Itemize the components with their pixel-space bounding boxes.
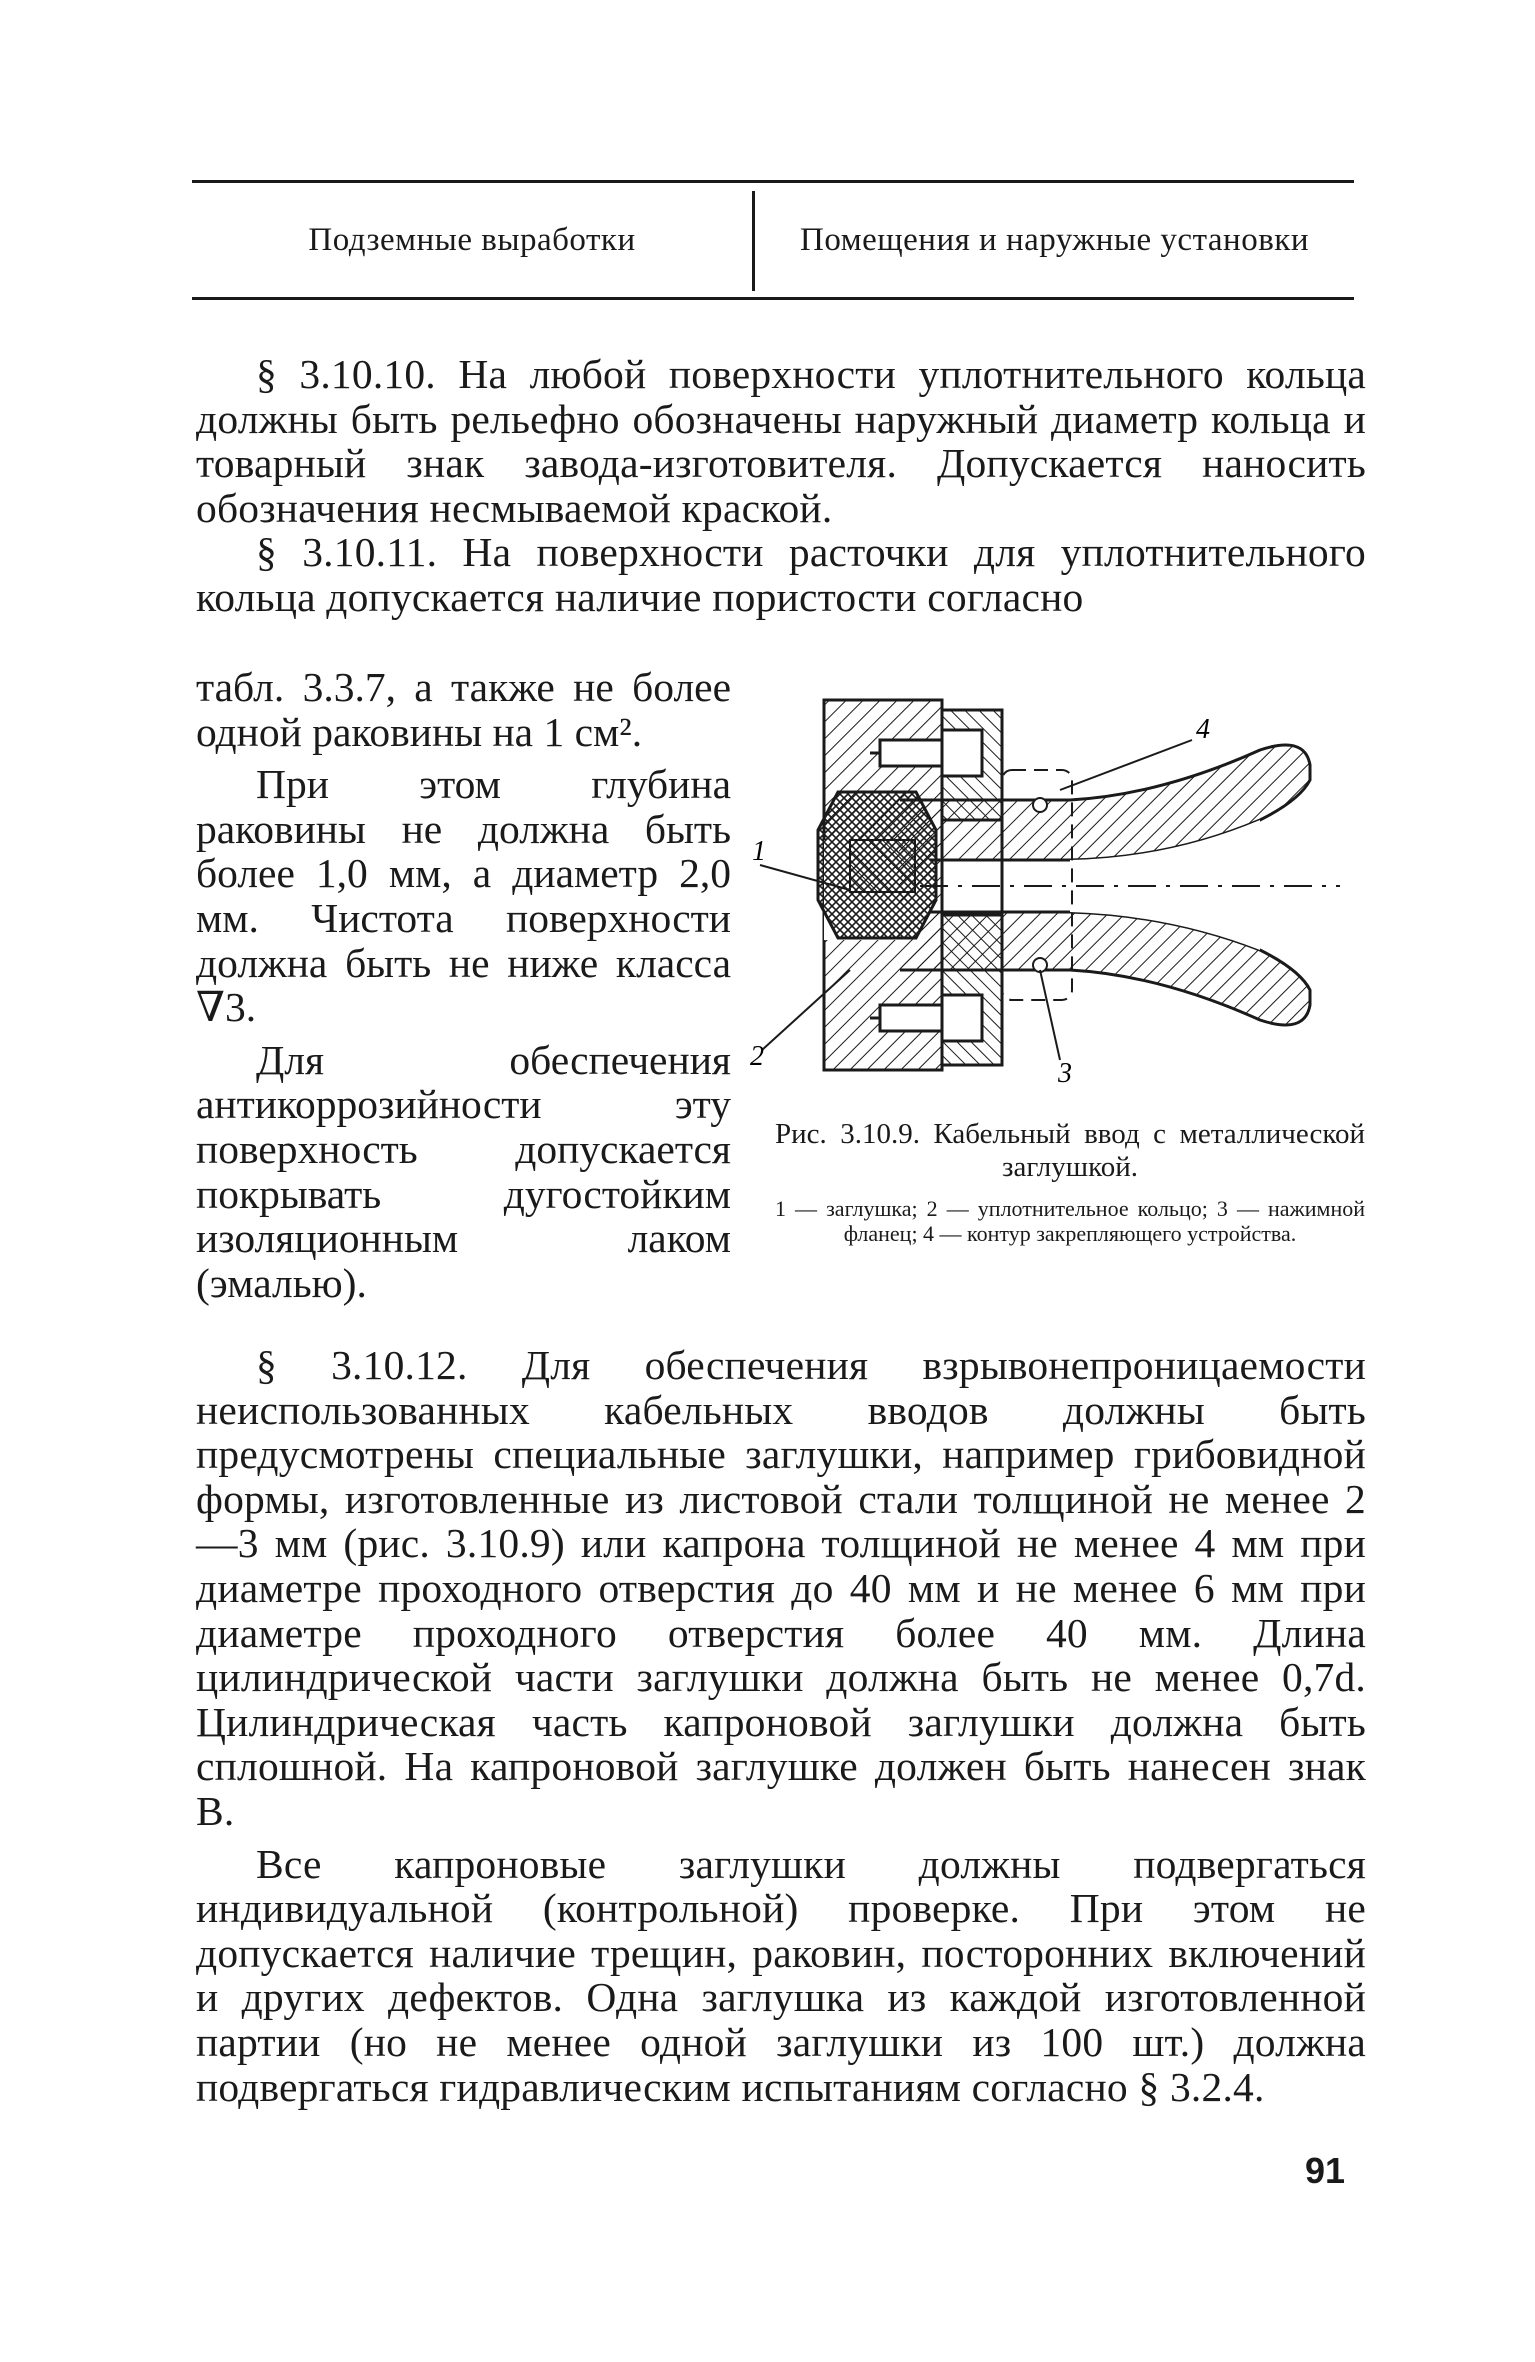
text-block-bottom bbox=[196, 1343, 1366, 2109]
figure-caption-title: Рис. 3.10.9. Кабельный ввод с металлической заглушкой. bbox=[775, 1118, 1365, 1183]
header-underground: Подземные выработки bbox=[308, 221, 636, 258]
label-3: 3 bbox=[1058, 1058, 1072, 1089]
label-2: 2 bbox=[750, 1041, 764, 1072]
text-block-top bbox=[196, 352, 1366, 620]
paragraph-anticorrosion: Для обеспечения антикоррозийности эту поверхность допускается покрывать дугостойким изоляционным лаком (эмалью). bbox=[196, 1036, 731, 1306]
paragraph-capron-plugs: Все капроновые заглушки должны подвергаться индивидуальной (контрольной) проверке. При этом не допускается наличие трещин, раковин, посторонних включений и других дефектов. Одна заглушка из каждой изготовленной партии (но не менее одной заглушки из 100 шт.) должна подвергаться гидравлическим испытаниям согласно § 3.2.4. bbox=[196, 1840, 1366, 2110]
paragraph-3-10-10: § 3.10.10. На любой поверхности уплотнительного кольца должны быть рельефно обозначены наружный диаметр кольца и товарный знак завода-изготовителя. Допускается наносить обозначения несмываемой краской. bbox=[196, 351, 1366, 531]
page-number: 91 bbox=[1305, 2150, 1346, 2191]
header-premises: Помещения и наружные установки bbox=[800, 221, 1309, 258]
text-block-narrow bbox=[196, 665, 731, 1305]
paragraph-3-10-12: § 3.10.12. Для обеспечения взрывонепроницаемости неиспользованных кабельных вводов должны быть предусмотрены специальные заглушки, например грибовидной формы, изготовленные из листовой стали толщиной не менее 2—3 мм (рис. 3.10.9) или капрона толщиной не менее 4 мм при диаметре проходного отверстия до 40 мм и не менее 6 мм при диаметре проходного отверстия более 40 мм. Длина цилиндрической части заглушки должна быть не менее 0,7d. Цилиндрическая часть капроновой заглушки должна быть сплошной. На капроновой заглушке должен быть нанесен знак В. bbox=[196, 1342, 1366, 1834]
figure-legend: 1 — заглушка; 2 — уплотнительное кольцо; 3 — нажимной фланец; 4 — контур закрепляющего устройства. bbox=[775, 1196, 1365, 1246]
label-4: 4 bbox=[1196, 714, 1210, 745]
label-1: 1 bbox=[752, 836, 766, 867]
paragraph-3-10-11: § 3.10.11. На поверхности расточки для уплотнительного кольца допускается наличие пористости согласно bbox=[196, 529, 1366, 620]
section-header-table bbox=[192, 180, 1354, 300]
paragraph-pit-depth: При этом глубина раковины не должна быть более 1,0 мм, а диаметр 2,0 мм. Чистота поверхности должна быть не ниже класса ∇3. bbox=[196, 761, 731, 1031]
figure-caption bbox=[775, 1118, 1365, 1246]
cable-entry-drawing bbox=[740, 670, 1360, 1110]
paragraph-3-10-11-cont: табл. 3.3.7, а также не более одной раковины на 1 см². bbox=[196, 664, 731, 755]
